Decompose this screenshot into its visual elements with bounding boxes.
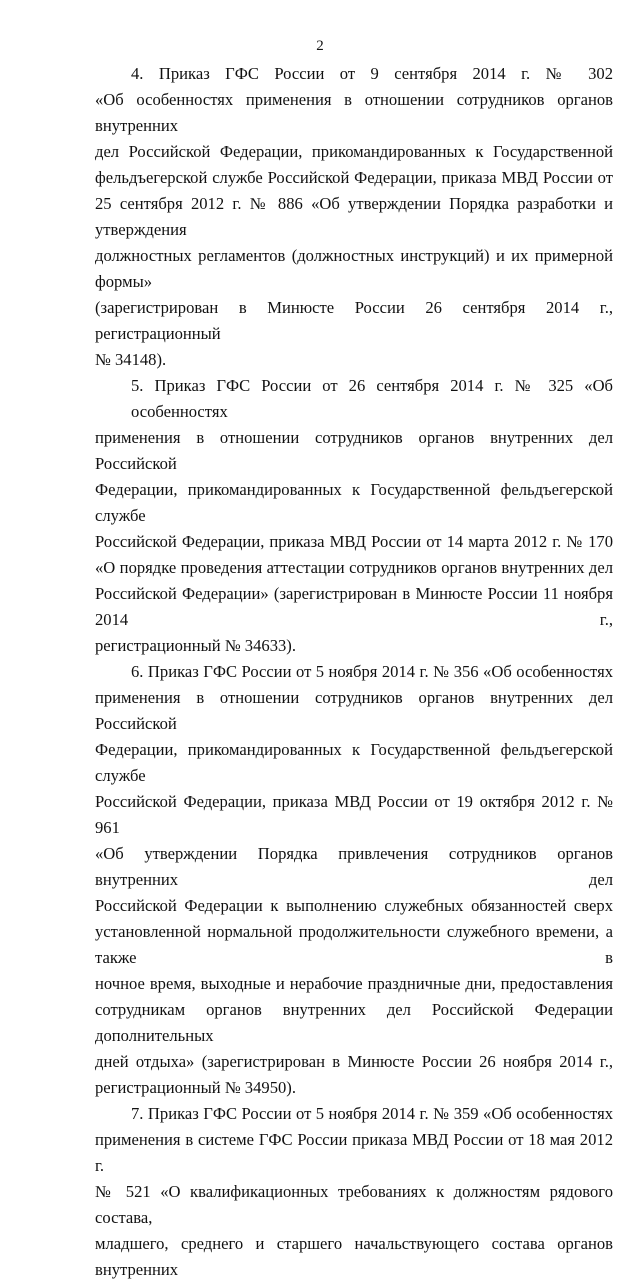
text-line: регистрационный № 34950). [95,1078,296,1097]
text-line: Федерации, прикомандированных к Государственной фельдъегерской службе [95,740,613,785]
text-line: № 34148). [95,350,167,369]
text-line: младшего, среднего и старшего начальствующего состава органов внутренних [95,1234,613,1279]
text-line: «Об особенностях применения в отношении сотрудников органов внутренних [95,90,613,135]
text-line: Федерации, прикомандированных к Государственной фельдъегерской службе [95,480,613,525]
text-line: фельдъегерской службе Российской Федерации, приказа МВД России от [95,168,613,187]
text-line: дел Российской Федерации, прикомандированных к Государственной [95,142,613,161]
text-line: должностных регламентов (должностных инструкций) и их примерной формы» [95,246,613,291]
text-line: 5. Приказ ГФС России от 26 сентября 2014 г. № 325 «Об особенностях [131,376,613,421]
paragraph-item-7 [95,1101,613,1283]
text-line: 25 сентября 2012 г. № 886 «Об утверждении Порядка разработки и утверждения [95,194,613,239]
text-line: сотрудникам органов внутренних дел Российской Федерации дополнительных [95,1000,613,1045]
paragraph-item-6 [95,659,613,1101]
text-line: «Об утверждении Порядка привлечения сотрудников органов внутренних дел [95,844,613,889]
text-line: 4. Приказ ГФС России от 9 сентября 2014 г. № 302 [131,64,613,83]
text-line: Российской Федерации к выполнению служебных обязанностей сверх [95,896,613,915]
text-line: 6. Приказ ГФС России от 5 ноября 2014 г. № 356 «Об особенностях [131,662,613,681]
text-line: 7. Приказ ГФС России от 5 ноября 2014 г. № 359 «Об особенностях [131,1104,613,1123]
page-number: 2 [316,38,324,54]
text-line: Российской Федерации, приказа МВД России от 14 марта 2012 г. № 170 [95,532,613,551]
text-line: применения в системе ГФС России приказа МВД России от 18 мая 2012 г. [95,1130,613,1175]
text-line: ночное время, выходные и нерабочие праздничные дни, предоставления [95,974,613,993]
text-line: дней отдыха» (зарегистрирован в Минюсте России 26 ноября 2014 г., [95,1052,613,1071]
text-line: № 521 «О квалификационных требованиях к должностям рядового состава, [95,1182,613,1227]
text-line: применения в отношении сотрудников органов внутренних дел Российской [95,688,613,733]
text-line: регистрационный № 34633). [95,636,296,655]
document-body [95,61,613,1283]
text-line: применения в отношении сотрудников органов внутренних дел Российской [95,428,613,473]
paragraph-item-4 [95,61,613,373]
text-line: (зарегистрирован в Минюсте России 26 сентября 2014 г., регистрационный [95,298,613,343]
text-line: «О порядке проведения аттестации сотрудников органов внутренних дел [95,558,613,577]
paragraph-item-5 [95,373,613,659]
text-line: Российской Федерации, приказа МВД России от 19 октября 2012 г. № 961 [95,792,613,837]
text-line: установленной нормальной продолжительности служебного времени, а также в [95,922,613,967]
text-line: Российской Федерации» (зарегистрирован в Минюсте России 11 ноября 2014 г., [95,584,613,629]
